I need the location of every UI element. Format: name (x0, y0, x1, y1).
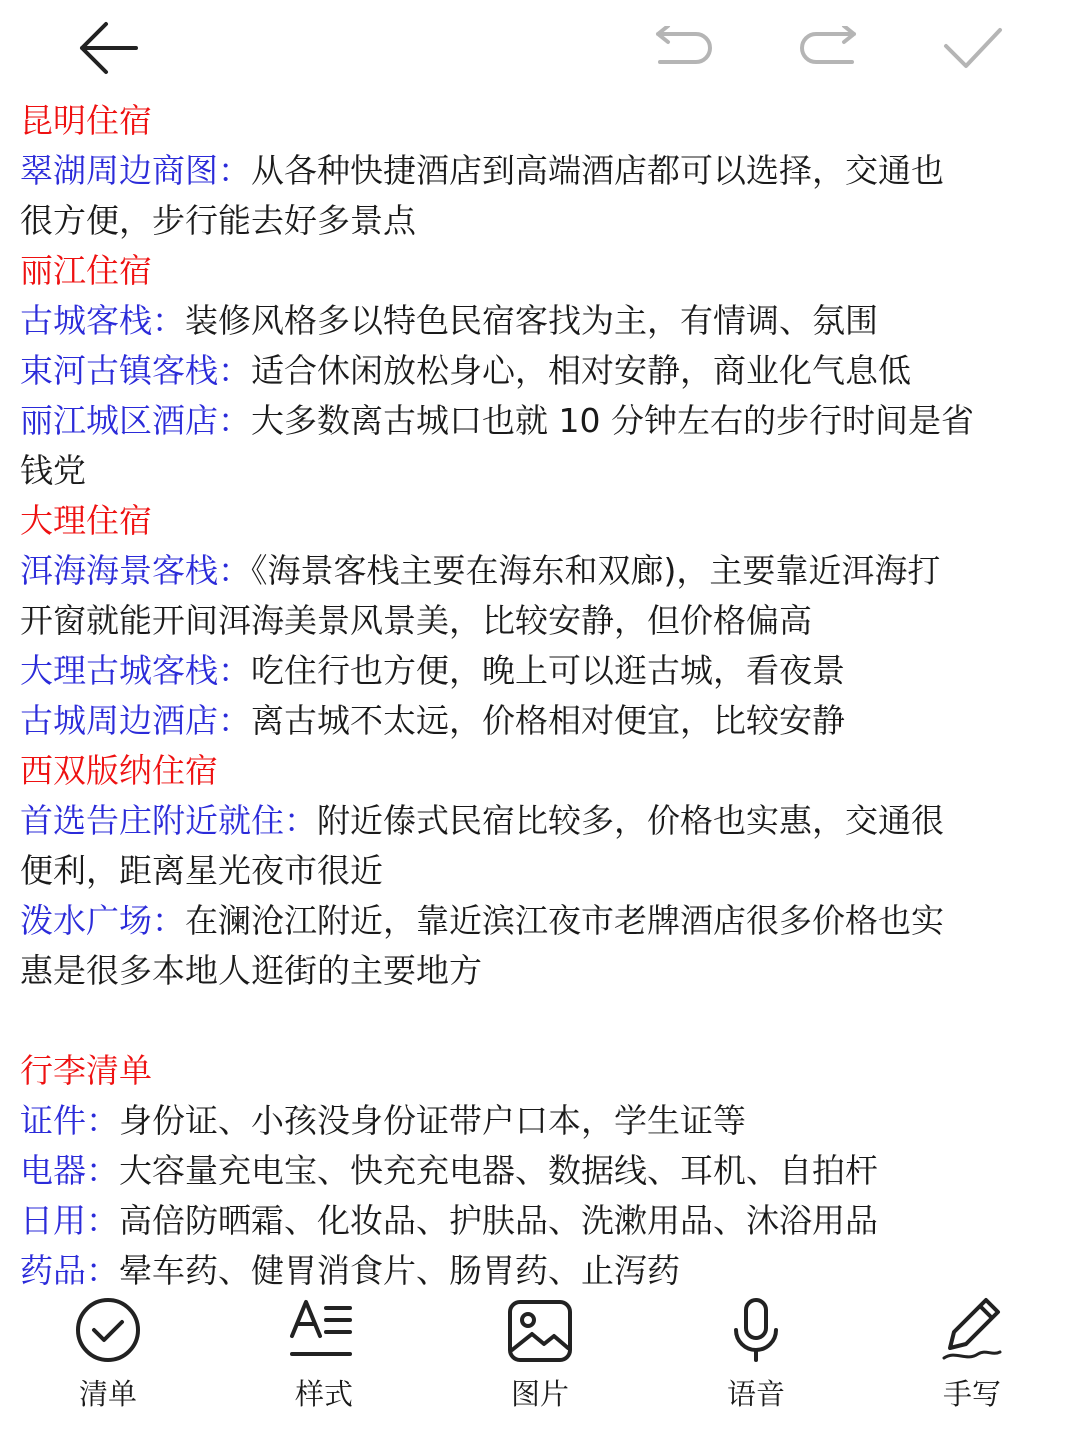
item-text-continued: 很方便，步行能去好多景点 (20, 201, 416, 240)
checklist-button[interactable] (38, 1290, 178, 1412)
checklist-icon (72, 1290, 144, 1362)
item-text: 身份证、小孩没身份证带户口本，学生证等 (119, 1101, 746, 1140)
list-item (20, 546, 1065, 596)
bottom-toolbar (0, 1290, 1080, 1440)
section-heading-luggage: 行李清单 (20, 1051, 152, 1090)
item-label: 电器： (20, 1151, 119, 1190)
tool-label: 清单 (78, 1377, 137, 1411)
item-label: 泼水广场： (20, 901, 185, 940)
undo-icon[interactable] (652, 26, 716, 70)
item-label: 丽江城区酒店： (20, 401, 251, 440)
item-text: 《海景客栈主要在海东和双廊)，主要靠近洱海打 (251, 551, 941, 590)
list-item (20, 1146, 1065, 1196)
item-text: 适合休闲放松身心，相对安静，商业化气息低 (251, 351, 911, 390)
tool-label: 手写 (942, 1377, 1001, 1411)
list-item (20, 796, 1065, 846)
list-item (20, 296, 1065, 346)
section-heading-lijiang: 丽江住宿 (20, 251, 152, 290)
list-item (20, 896, 1065, 946)
pen-icon (936, 1290, 1008, 1362)
item-label: 洱海海景客栈： (20, 551, 251, 590)
item-text: 高倍防晒霜、化妆品、护肤品、洗漱用品、沐浴用品 (119, 1201, 878, 1240)
list-item (20, 346, 1065, 396)
handwriting-button[interactable] (902, 1290, 1042, 1412)
image-button[interactable] (470, 1290, 610, 1412)
top-toolbar (0, 0, 1080, 96)
item-text: 吃住行也方便，晚上可以逛古城，看夜景 (251, 651, 845, 690)
note-body[interactable] (20, 96, 1065, 1296)
item-text-continued: 钱党 (20, 451, 86, 490)
voice-button[interactable] (686, 1290, 826, 1412)
item-text-continued: 惠是很多本地人逛街的主要地方 (20, 951, 482, 990)
image-icon (504, 1290, 576, 1362)
microphone-icon (720, 1290, 792, 1362)
item-text: 装修风格多以特色民宿客找为主，有情调、氛围 (185, 301, 878, 340)
list-item (20, 1246, 1065, 1296)
list-item (20, 1096, 1065, 1146)
item-text: 在澜沧江附近，靠近滨江夜市老牌酒店很多价格也实 (185, 901, 944, 940)
text-style-button[interactable] (254, 1290, 394, 1412)
list-item (20, 1196, 1065, 1246)
item-text: 晕车药、健胃消食片、肠胃药、止泻药 (119, 1251, 680, 1290)
item-text: 大容量充电宝、快充充电器、数据线、耳机、自拍杆 (119, 1151, 878, 1190)
list-item (20, 146, 1065, 196)
item-label: 古城周边酒店： (20, 701, 251, 740)
item-label: 首选告庄附近就住： (20, 801, 317, 840)
item-label: 日用： (20, 1201, 119, 1240)
tool-label: 样式 (294, 1377, 353, 1411)
list-item (20, 646, 1065, 696)
blank-line (20, 996, 1065, 1046)
item-label: 证件： (20, 1101, 119, 1140)
item-text: 离古城不太远，价格相对便宜，比较安静 (251, 701, 845, 740)
list-item (20, 396, 1065, 446)
item-label: 古城客栈： (20, 301, 185, 340)
item-text: 大多数离古城口也就 10 分钟左右的步行时间是省 (251, 401, 974, 440)
item-text-continued: 便利，距离星光夜市很近 (20, 851, 383, 890)
list-item (20, 696, 1065, 746)
section-heading-xishuangbanna: 西双版纳住宿 (20, 751, 218, 790)
item-text: 从各种快捷酒店到高端酒店都可以选择，交通也 (251, 151, 944, 190)
back-arrow-icon[interactable] (76, 18, 140, 78)
tool-label: 语音 (726, 1377, 785, 1411)
checkmark-icon[interactable] (942, 24, 1004, 72)
tool-label: 图片 (510, 1377, 569, 1411)
item-text-continued: 开窗就能开间洱海美景风景美，比较安静，但价格偏高 (20, 601, 812, 640)
redo-icon[interactable] (796, 26, 860, 70)
text-style-icon (288, 1290, 360, 1362)
item-label: 药品： (20, 1251, 119, 1290)
item-label: 大理古城客栈： (20, 651, 251, 690)
section-heading-dali: 大理住宿 (20, 501, 152, 540)
item-label: 翠湖周边商图： (20, 151, 251, 190)
item-text: 附近傣式民宿比较多，价格也实惠，交通很 (317, 801, 944, 840)
item-label: 束河古镇客栈： (20, 351, 251, 390)
section-heading-kunming: 昆明住宿 (20, 101, 152, 140)
